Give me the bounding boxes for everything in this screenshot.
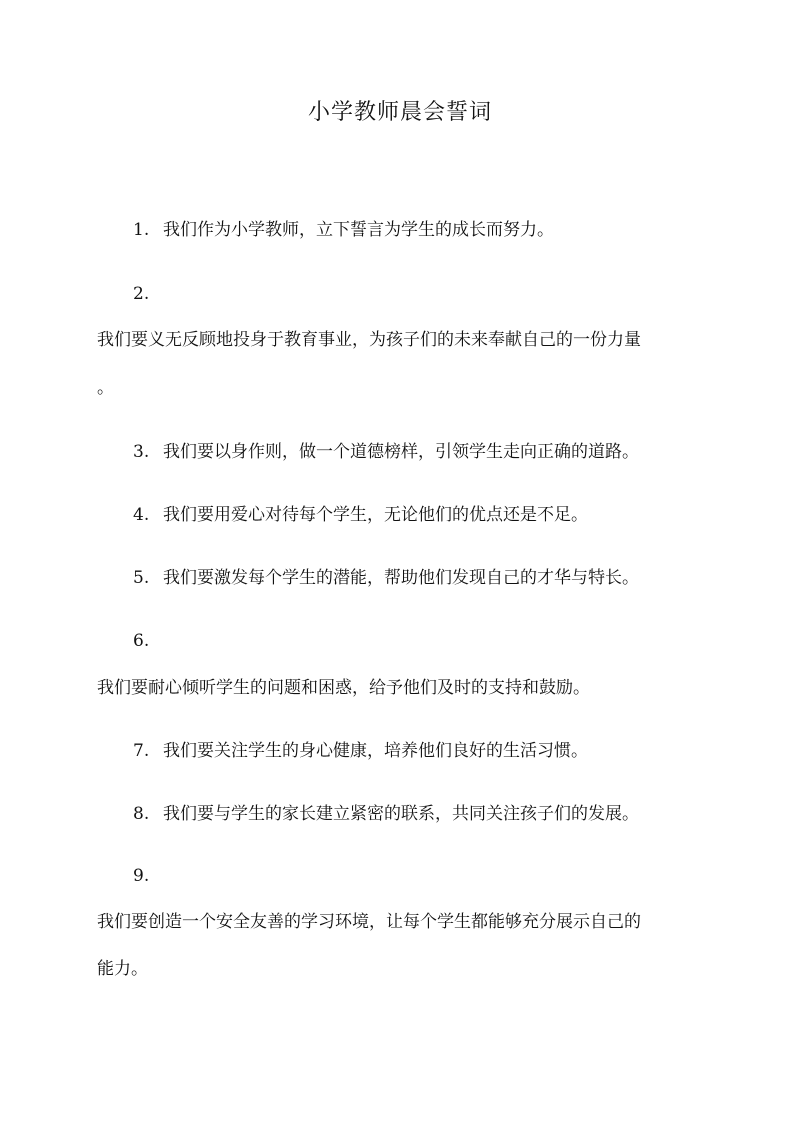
document-title: 小学教师晨会誓词 [307,100,492,125]
item-number: 5. [133,568,150,588]
item-number: 6. [133,631,150,651]
oath-item-2-number [133,282,163,306]
oath-item-2-line1: 我们要义无反顾地投身于教育事业，为孩子们的未来奉献自己的一份力量 [97,330,641,350]
item-number: 2. [133,284,150,304]
oath-item-9-number [133,864,163,888]
oath-item-7 [133,739,588,763]
item-text: 我们要与学生的家长建立紧密的联系，共同关注孩子们的发展。 [163,804,639,824]
oath-item-3 [133,440,639,464]
item-number: 8. [133,804,150,824]
item-number: 9. [133,866,150,886]
oath-item-6-text: 我们要耐心倾听学生的问题和困惑，给予他们及时的支持和鼓励。 [97,678,590,698]
item-text: 我们作为小学教师，立下誓言为学生的成长而努力。 [163,220,554,240]
oath-item-4 [133,503,588,527]
oath-item-1 [133,218,554,242]
item-number: 7. [133,741,150,761]
oath-item-9-line1: 我们要创造一个安全友善的学习环境，让每个学生都能够充分展示自己的 [97,912,641,932]
item-text: 我们要用爱心对待每个学生，无论他们的优点还是不足。 [163,505,588,525]
oath-item-9-line2: 能力。 [97,959,148,979]
item-text: 我们要以身作则，做一个道德榜样，引领学生走向正确的道路。 [163,442,639,462]
item-number: 4. [133,505,150,525]
item-text: 我们要激发每个学生的潜能，帮助他们发现自己的才华与特长。 [163,568,639,588]
oath-item-6-number [133,629,163,653]
item-text: 我们要关注学生的身心健康，培养他们良好的生活习惯。 [163,741,588,761]
item-number: 3. [133,442,150,462]
oath-item-5 [133,566,639,590]
oath-item-2-line2: 。 [97,378,114,398]
item-number: 1. [133,220,150,240]
oath-item-8 [133,802,639,826]
